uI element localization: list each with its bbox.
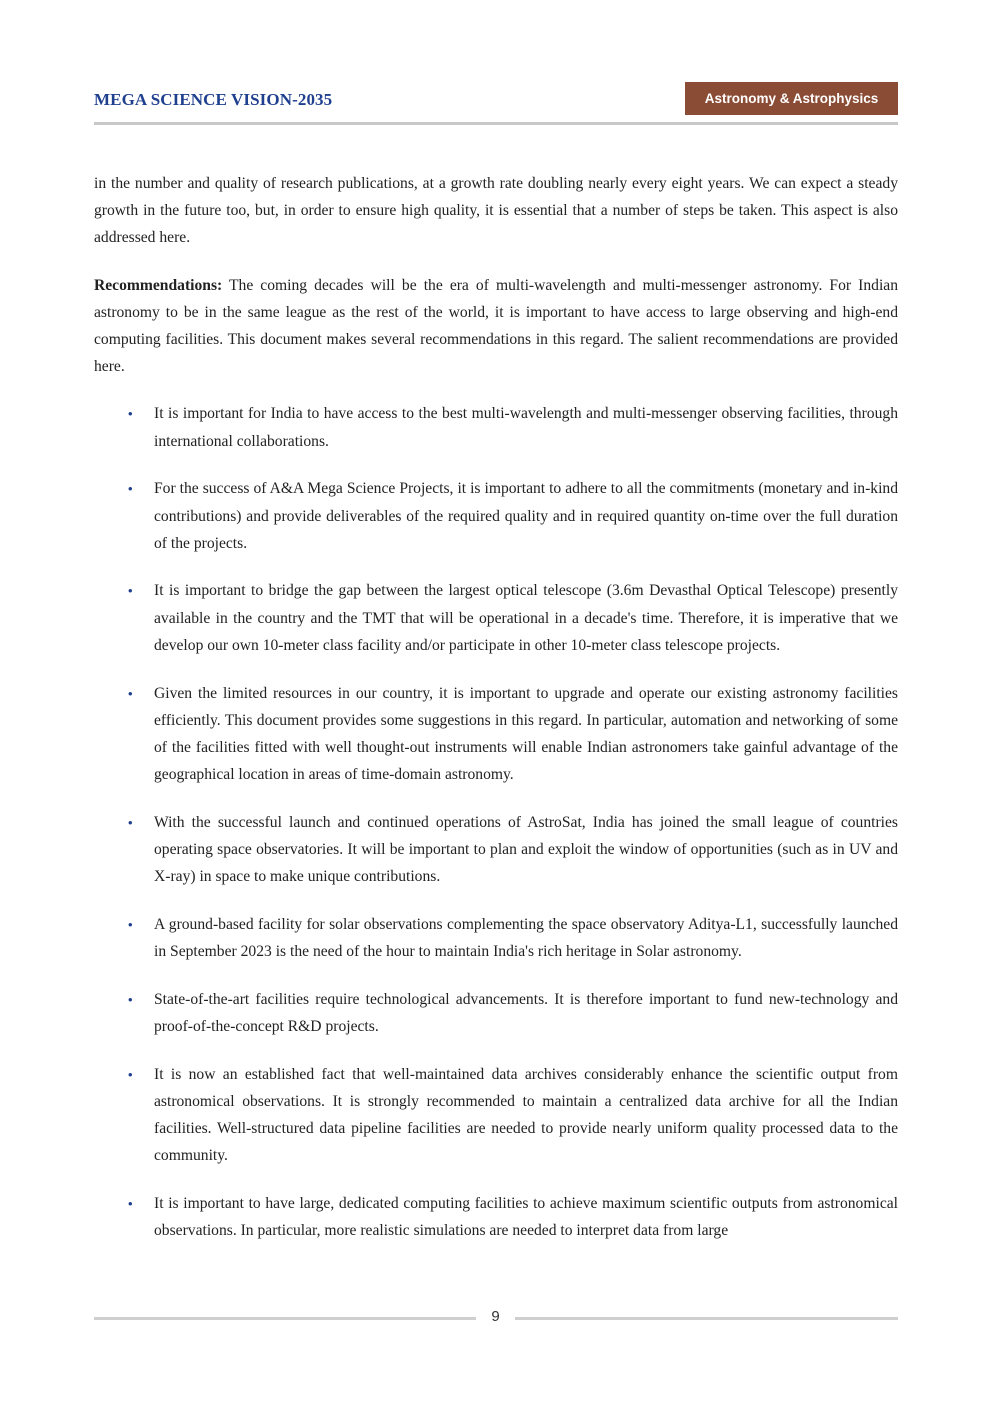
footer-divider-right: [515, 1317, 898, 1320]
list-item: [94, 809, 898, 891]
document-title: MEGA SCIENCE VISION-2035: [94, 90, 333, 109]
intro-paragraph: in the number and quality of research publications, at a growth rate doubling nearly every eight years. We can expect a steady growth in the future too, but, in order to ensure high quality, it is essential that a number of steps be taken. This aspect is also addressed here.: [94, 175, 898, 247]
bullet-icon: •: [128, 406, 133, 422]
list-item: [94, 400, 898, 454]
bullet-icon: •: [128, 916, 133, 932]
page-header: [94, 82, 898, 125]
bullet-icon: •: [128, 481, 133, 497]
bullet-icon: •: [128, 583, 133, 599]
header-divider: [94, 122, 898, 125]
recommendations-label: Recommendations:: [94, 276, 223, 294]
list-item-text: With the successful launch and continued operations of AstroSat, India has joined the small league of countries operating space observatories. It will be important to plan and exploit the window of opportunities (such as in UV and X-ray) in space to make unique contributions.: [154, 813, 898, 886]
bullet-icon: •: [128, 991, 133, 1007]
section-badge: Astronomy & Astrophysics: [685, 82, 898, 115]
list-item-text: It is important to bridge the gap between the largest optical telescope (3.6m Devasthal Optical Telescope) presently available in the country and the TMT that will be operational in a decade's time. Therefore, it is imperative that we develop our own 10-meter class facility and/or participate in other 10-meter class telescope projects.: [154, 582, 898, 654]
bullet-icon: •: [128, 1196, 133, 1212]
bullet-icon: •: [128, 814, 133, 830]
list-item-text: It is important to have large, dedicated computing facilities to achieve maximum scientific outputs from astronomical observations. In particular, more realistic simulations are needed to interpret data from large: [154, 1195, 898, 1240]
page-footer: [94, 1306, 898, 1332]
list-item: [94, 475, 898, 557]
bullet-icon: •: [128, 1066, 133, 1082]
list-item: [94, 986, 898, 1040]
list-item: [94, 1061, 898, 1170]
recommendations-list: [94, 400, 898, 1244]
list-item-text: State-of-the-art facilities require technological advancements. It is therefore important to fund new-technology and proof-of-the-concept R&D projects.: [154, 990, 898, 1036]
recommendations-intro-text: The coming decades will be the era of multi-wavelength and multi-messenger astronomy. For Indian astronomy to be in the same league as the rest of the world, it is important to have access to large observing and high-end computing facilities. This document makes several recommendations in this regard. The salient recommendations are provided here.: [94, 276, 898, 376]
list-item-text: For the success of A&A Mega Science Projects, it is important to adhere to all the commitments (monetary and in-kind contributions) and provide deliverables of the required quality and in required quantity on-time over the full duration of the projects.: [154, 480, 898, 552]
list-item: [94, 911, 898, 965]
list-item-text: A ground-based facility for solar observations complementing the space observatory Aditya-L1, successfully launched in September 2023 is the need of the hour to maintain India's rich heritage in Solar astronomy.: [154, 915, 898, 961]
bullet-icon: •: [128, 685, 133, 701]
list-item: [94, 1190, 898, 1244]
list-item-text: It is important for India to have access to the best multi-wavelength and multi-messenger observing facilities, through international collaborations.: [154, 405, 898, 450]
page-body: [94, 170, 898, 1265]
list-item: [94, 577, 898, 659]
list-item-text: Given the limited resources in our country, it is important to upgrade and operate our existing astronomy facilities efficiently. This document provides some suggestions in this regard. In particular, automation and networking of some of the facilities fitted with well thought-out instruments will enable Indian astronomers take gainful advantage of the geographical location in areas of time-domain astronomy.: [154, 684, 898, 784]
list-item: [94, 680, 898, 789]
page-number: 9: [491, 1308, 500, 1325]
recommendations-paragraph: [94, 272, 898, 381]
footer-divider-left: [94, 1317, 476, 1320]
list-item-text: It is now an established fact that well-maintained data archives considerably enhance the scientific output from astronomical observations. It is strongly recommended to maintain a centralized data archive for all the Indian facilities. Well-structured data pipeline facilities are needed to provide nearly uniform quality processed data to the community.: [154, 1065, 898, 1165]
